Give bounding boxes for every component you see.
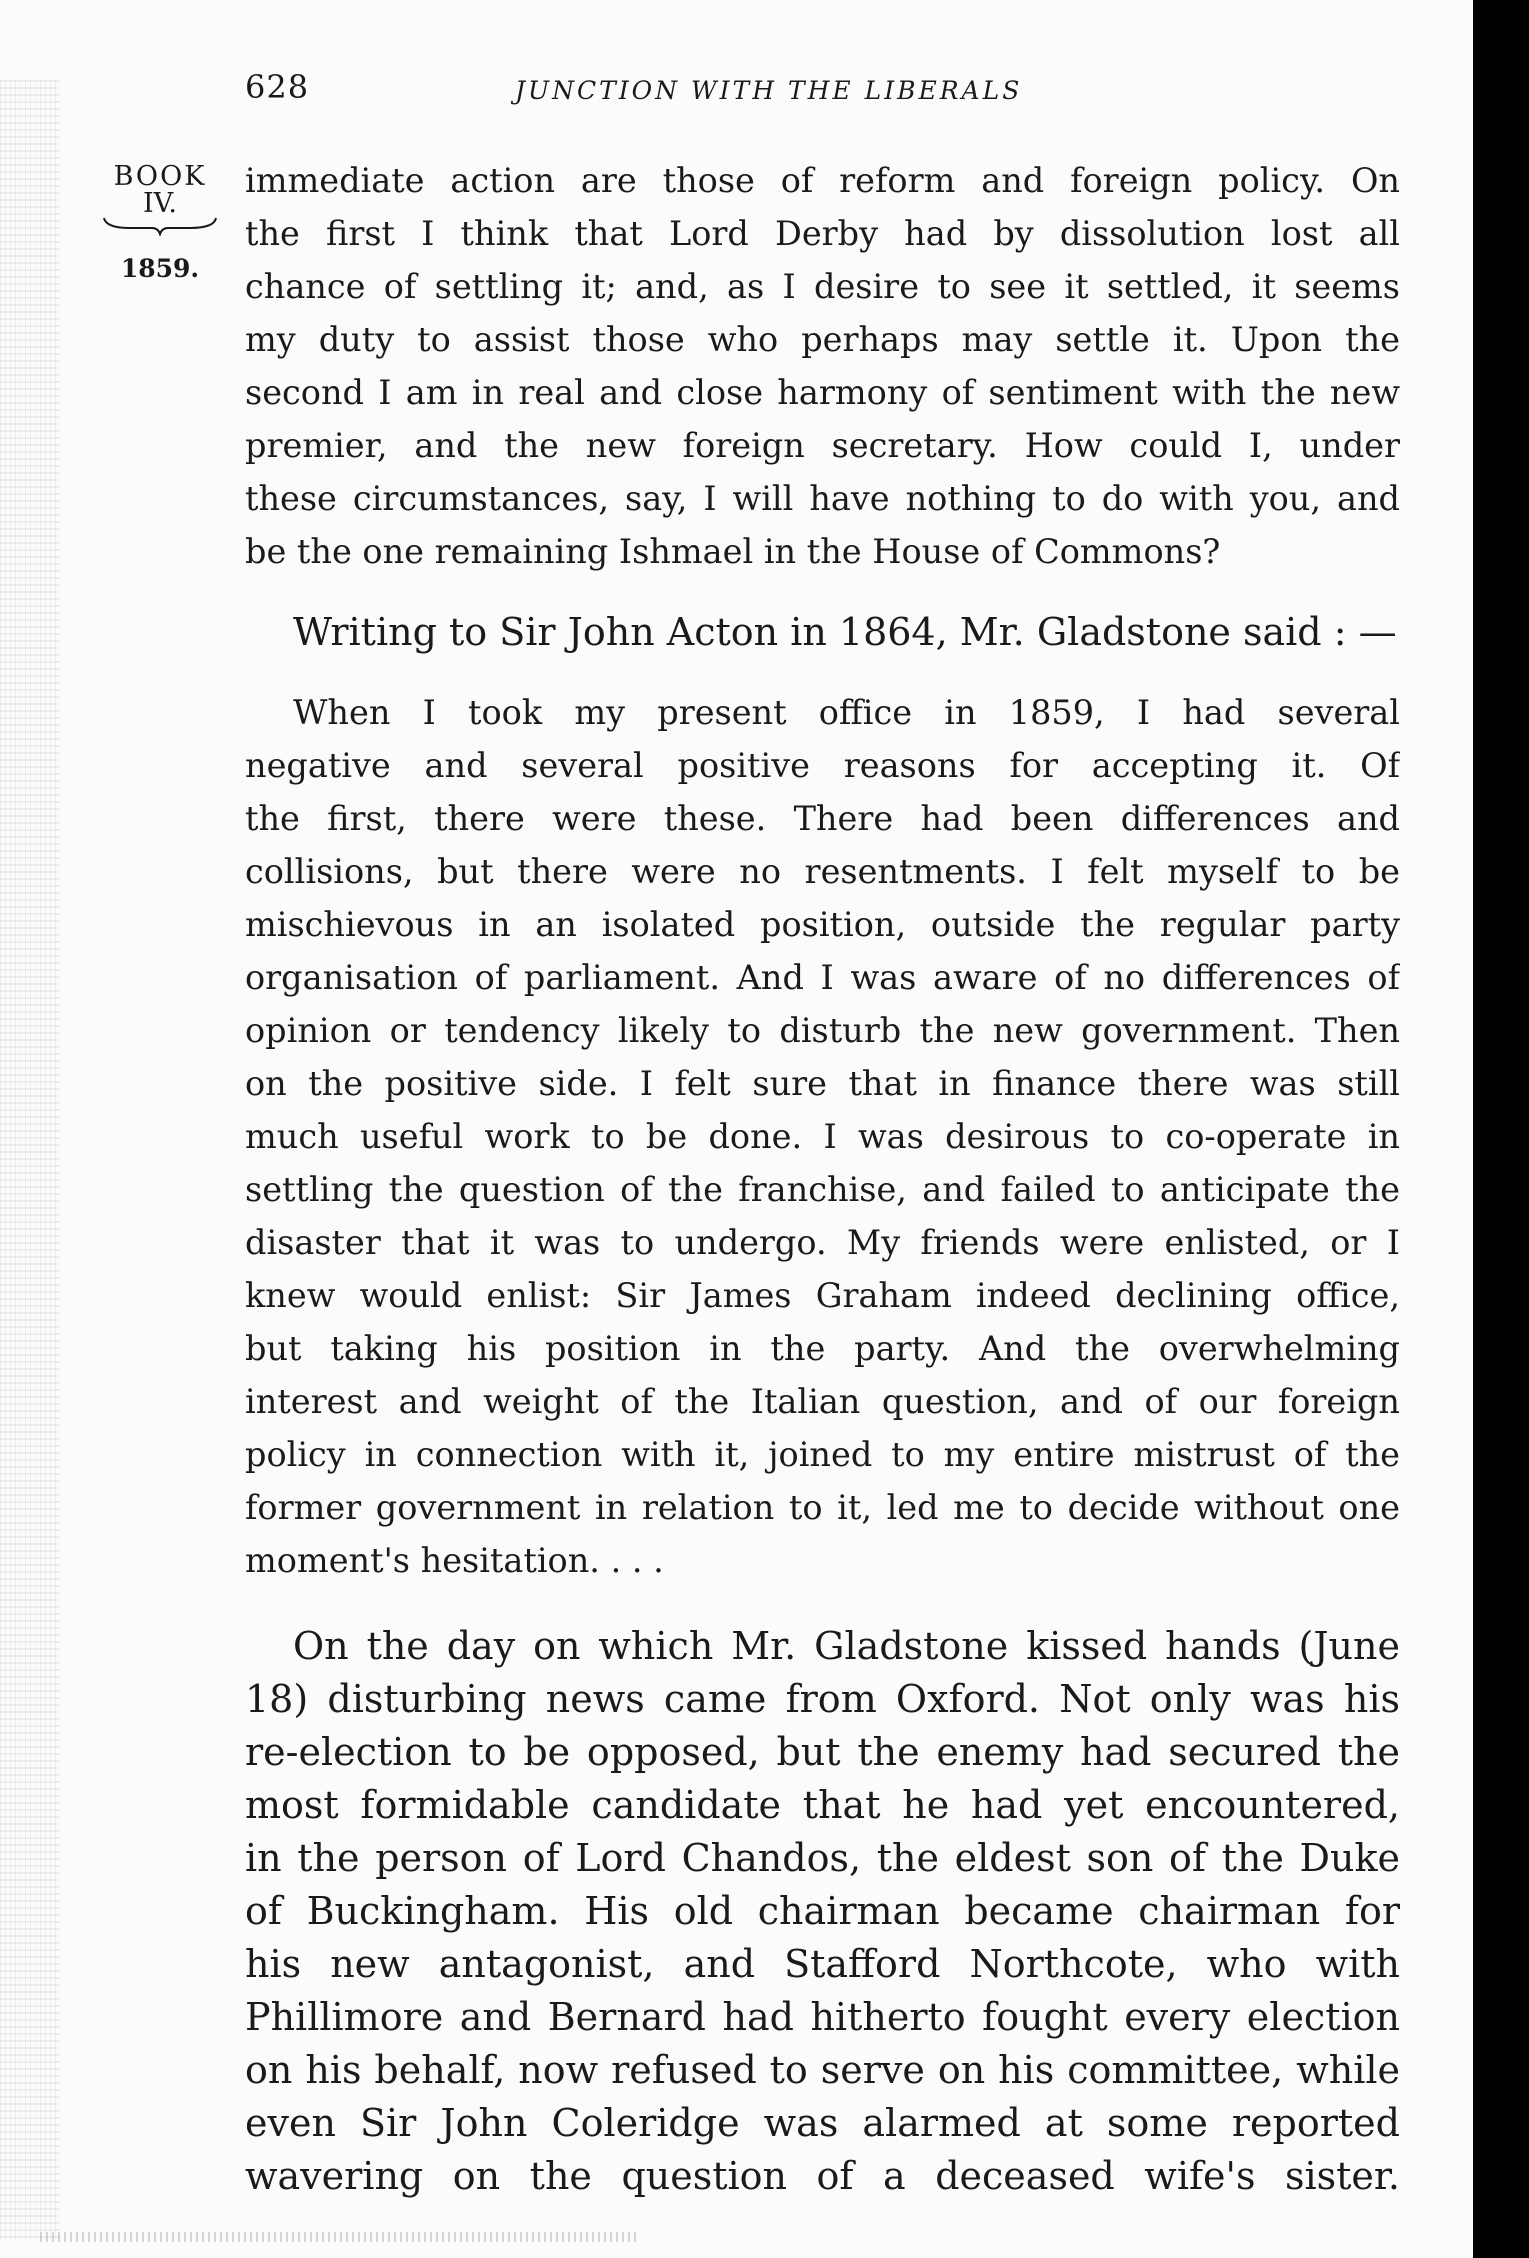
text-line: moment's hesitation. . . .: [245, 1541, 664, 1580]
text-line: on his behalf, now refused to serve on his committee, while: [245, 2048, 1400, 2092]
margin-volume-label: IV.: [142, 188, 178, 219]
text-line: his new antagonist, and Stafford Northcote, who with: [245, 1942, 1400, 1986]
text-line: wavering on the question of a deceased wife's sister.: [245, 2154, 1400, 2198]
text-line: be the one remaining Ishmael in the House of Commons?: [245, 532, 1221, 571]
text-line: premier, and the new foreign secretary. How could I, under: [245, 426, 1400, 465]
running-head: JUNCTION WITH THE LIBERALS: [515, 76, 1023, 105]
page-header: [245, 68, 1400, 118]
text-line: of Buckingham. His old chairman became chairman for: [245, 1889, 1400, 1933]
page-number: 628: [245, 68, 310, 106]
text-line: the first I think that Lord Derby had by dissolution lost all: [245, 214, 1400, 253]
text-line: Writing to Sir John Acton in 1864, Mr. Gladstone said : —: [293, 610, 1397, 654]
text-line: settling the question of the franchise, and failed to anticipate the: [245, 1170, 1400, 1209]
paragraph-2: [245, 1620, 1400, 2203]
scan-edge-bar: [1473, 0, 1529, 2258]
text-line: policy in connection with it, joined to my entire mistrust of the: [245, 1435, 1400, 1474]
paragraph-1: [245, 606, 1400, 659]
margin-note: [100, 162, 220, 284]
text-line: former government in relation to it, led me to decide without one: [245, 1488, 1400, 1527]
text-line: opinion or tendency likely to disturb the new government. Then: [245, 1011, 1400, 1050]
text-line: organisation of parliament. And I was aware of no differences of: [245, 958, 1400, 997]
text-line: most formidable candidate that he had yet encountered,: [245, 1783, 1400, 1827]
text-line: my duty to assist those who perhaps may settle it. Upon the: [245, 320, 1400, 359]
text-line: chance of settling it; and, as I desire to see it settled, it seems: [245, 267, 1400, 306]
text-line: mischievous in an isolated position, outside the regular party: [245, 905, 1400, 944]
text-line: 18) disturbing news came from Oxford. Not only was his: [245, 1677, 1400, 1721]
text-line: these circumstances, say, I will have nothing to do with you, and: [245, 479, 1400, 518]
text-line: negative and several positive reasons for accepting it. Of: [245, 746, 1400, 785]
text-line: in the person of Lord Chandos, the eldest son of the Duke: [245, 1836, 1400, 1880]
margin-year-label: 1859.: [120, 254, 200, 283]
text-line: re-election to be opposed, but the enemy had secured the: [245, 1730, 1400, 1774]
margin-brace-icon: [100, 216, 220, 236]
text-line: but taking his position in the party. And the overwhelming: [245, 1329, 1400, 1368]
margin-book-label: BOOK: [113, 161, 207, 192]
text-line: collisions, but there were no resentments. I felt myself to be: [245, 852, 1400, 891]
text-line: even Sir John Coleridge was alarmed at some reported: [245, 2101, 1400, 2145]
text-line: When I took my present office in 1859, I had several: [293, 693, 1400, 732]
scan-bottom-noise: [40, 2232, 640, 2242]
text-line: disaster that it was to undergo. My friends were enlisted, or I: [245, 1223, 1400, 1262]
text-line: much useful work to be done. I was desirous to co-operate in: [245, 1117, 1400, 1156]
text-line: second I am in real and close harmony of sentiment with the new: [245, 373, 1400, 412]
text-line: Phillimore and Bernard had hitherto fought every election: [245, 1995, 1400, 2039]
text-line: On the day on which Mr. Gladstone kissed hands (June: [293, 1624, 1400, 1668]
quote-block-1: [245, 154, 1400, 578]
text-line: on the positive side. I felt sure that in finance there was still: [245, 1064, 1400, 1103]
text-line: immediate action are those of reform and foreign policy. On: [245, 161, 1400, 200]
text-line: the first, there were these. There had been differences and: [245, 799, 1400, 838]
text-line: knew would enlist: Sir James Graham indeed declining office,: [245, 1276, 1400, 1315]
text-line: interest and weight of the Italian question, and of our foreign: [245, 1382, 1400, 1421]
scan-gutter-noise: [0, 80, 60, 2240]
quote-block-2: [245, 686, 1400, 1587]
